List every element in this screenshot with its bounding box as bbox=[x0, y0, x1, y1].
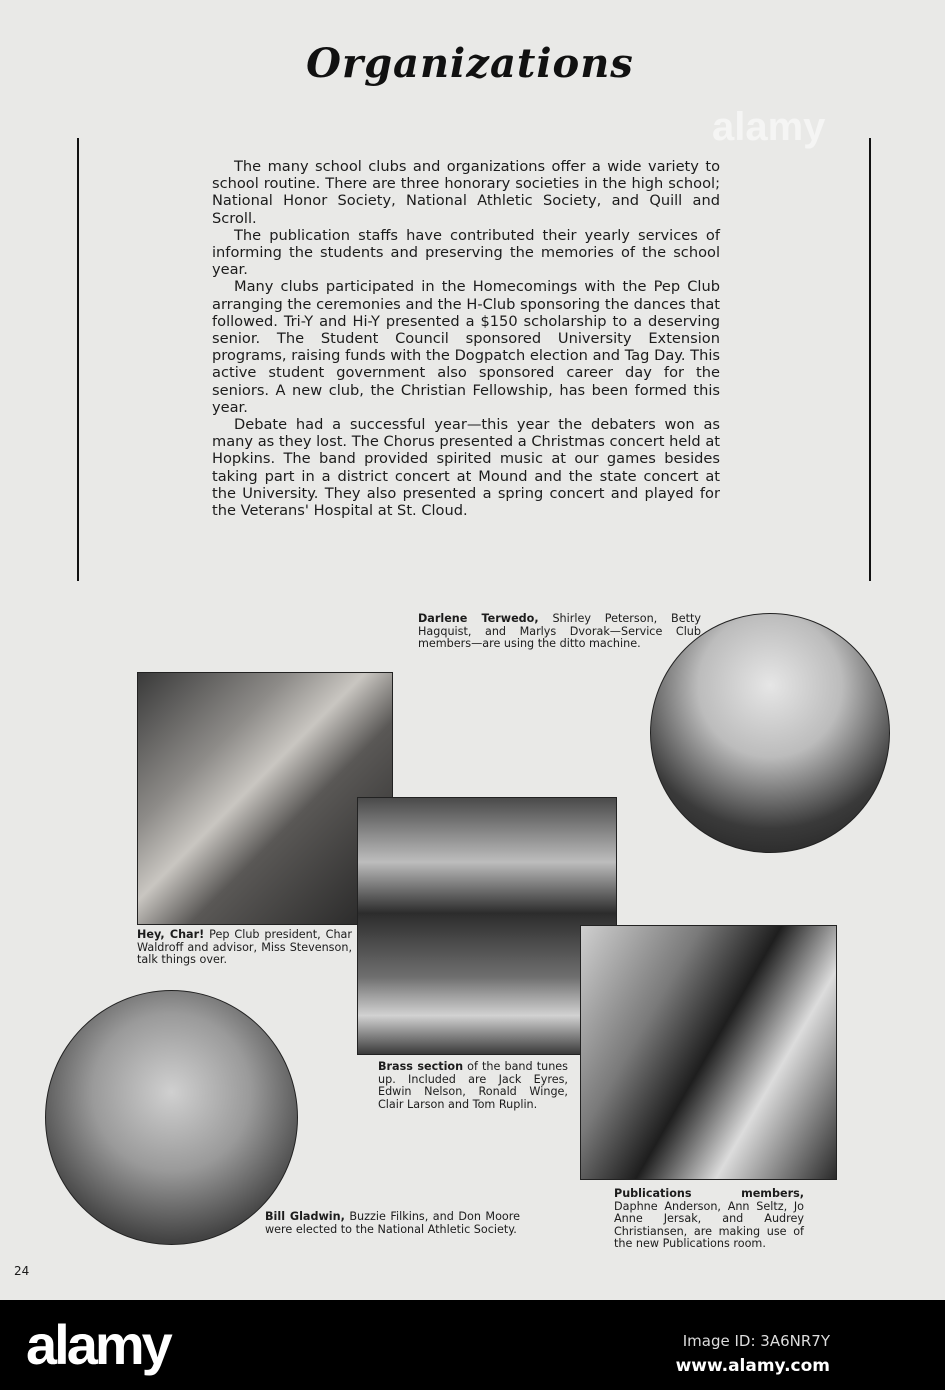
caption-lead: Brass section bbox=[378, 1060, 464, 1073]
page-title: Organizations bbox=[306, 40, 634, 87]
alamy-logo: alamy bbox=[26, 1313, 170, 1376]
watermark-footer bbox=[0, 1300, 945, 1390]
photo-athletic-society bbox=[45, 990, 298, 1245]
paragraph: Many clubs participated in the Homecomings with the Pep Club arranging the ceremonies and the H-Club sponsoring the dances that followed. Tri-Y and Hi-Y presented a $150 scholarship to a deserving senior. The Student Council sponsored University Extension programs, raising funds with the Dogpatch election and Tag Day. This active student government also sponsored career day for the seniors. A new club, the Christian Fellowship, has been formed this year. bbox=[212, 278, 720, 416]
left-rule bbox=[77, 138, 79, 581]
watermark-logo: alamy bbox=[712, 105, 826, 149]
caption-lead: Bill Gladwin, bbox=[265, 1210, 345, 1223]
site-link[interactable]: www.alamy.com bbox=[675, 1356, 830, 1376]
paragraph: The many school clubs and organizations offer a wide variety to school routine. There are three honorary societies in the high school; National Honor Society, National Athletic Society, and Quill and Scroll. bbox=[212, 158, 720, 227]
caption-text: Shirley Peterson, Betty Hagquist, and Marlys Dvorak—Service Club members—are using the ditto machine. bbox=[418, 612, 701, 651]
image-id: Image ID: 3A6NR7Y bbox=[682, 1332, 830, 1350]
caption-service-club bbox=[418, 613, 701, 651]
caption-publications bbox=[614, 1188, 804, 1251]
caption-brass bbox=[378, 1061, 568, 1111]
intro-text bbox=[212, 158, 720, 519]
caption-athletic bbox=[265, 1211, 520, 1236]
caption-text: Daphne Anderson, Ann Seltz, Jo Anne Jersak, and Audrey Christiansen, are making use of the new Publications room. bbox=[614, 1199, 804, 1251]
paragraph: The publication staffs have contributed their yearly services of informing the students and preserving the memories of the school year. bbox=[212, 226, 720, 279]
caption-lead: Hey, Char! bbox=[137, 928, 205, 941]
paragraph: Debate had a successful year—this year the debaters won as many as they lost. The Chorus presented a Christmas concert held at Hopkins. The band provided spirited music at our games besides taking part in a district concert at Mound and the state concert at the University. They also presented a spring concert and played for the Veterans' Hospital at St. Cloud. bbox=[212, 416, 720, 520]
caption-text: Buzzie Filkins, and Don Moore were elected to the National Athletic Society. bbox=[265, 1210, 521, 1236]
caption-lead: Publications members, bbox=[614, 1187, 804, 1200]
photo-service-club bbox=[650, 613, 890, 853]
caption-text: Pep Club president, Char Waldroff and advisor, Miss Stevenson, talk things over. bbox=[137, 928, 352, 967]
caption-lead: Darlene Terwedo, bbox=[418, 612, 539, 625]
photo-pep-club bbox=[137, 672, 393, 925]
photo-publications bbox=[580, 925, 837, 1180]
caption-text: of the band tunes up. Included are Jack Eyres, Edwin Nelson, Ronald Winge, Clair Larson and Tom Ruplin. bbox=[378, 1060, 568, 1111]
photo-brass-section bbox=[357, 797, 617, 1055]
page-number: 24 bbox=[14, 1264, 30, 1278]
right-rule bbox=[869, 138, 871, 581]
caption-pep-club bbox=[137, 929, 352, 967]
